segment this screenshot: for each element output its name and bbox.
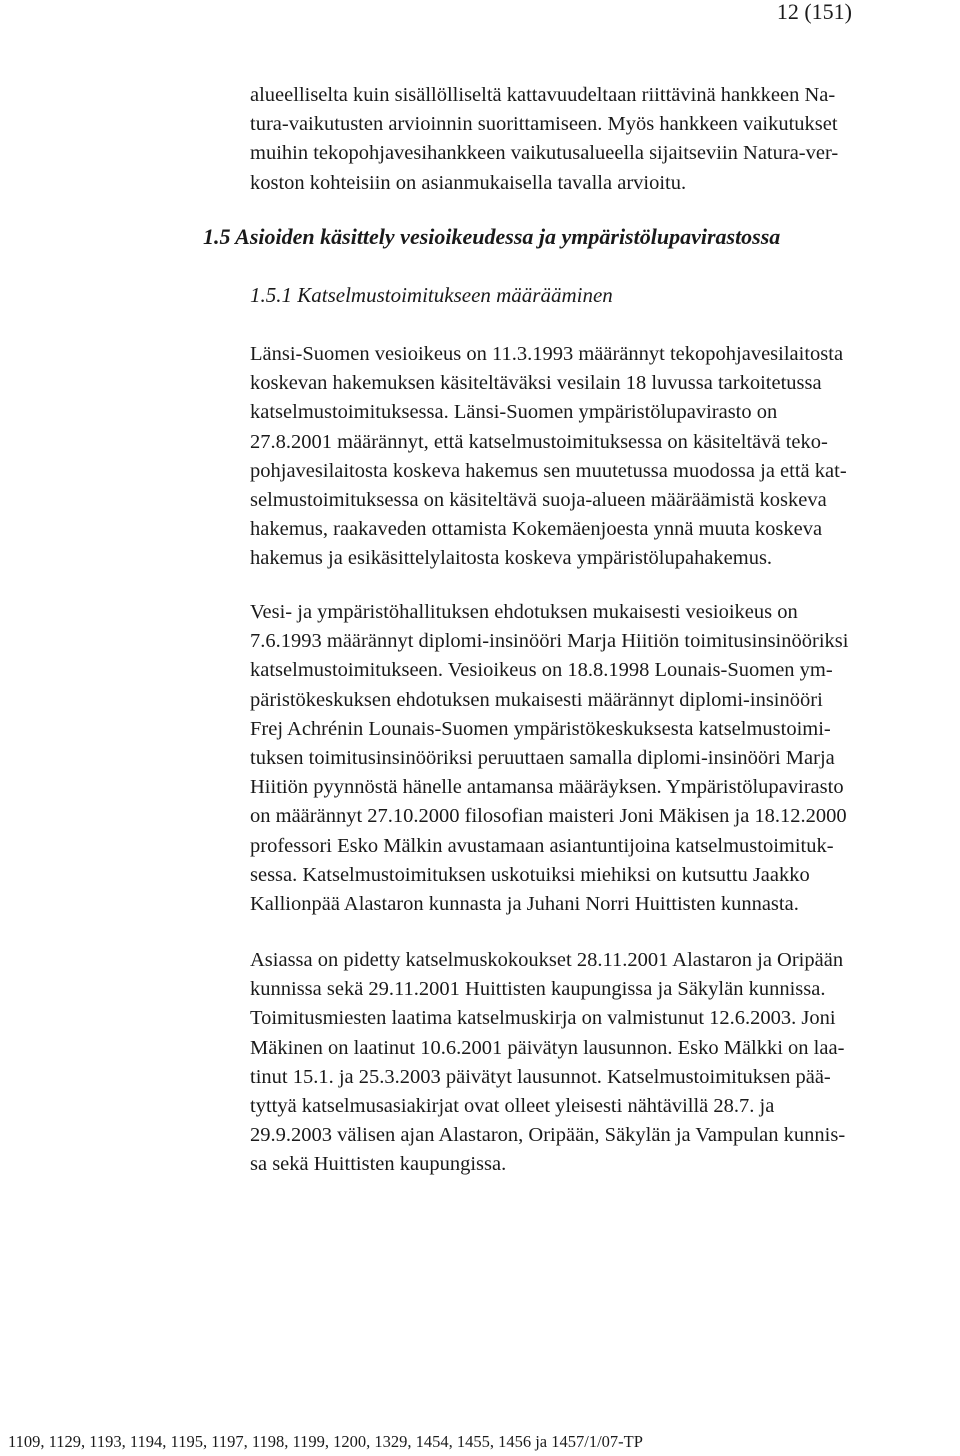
intro-paragraph [250,81,954,198]
text-line: alueelliselta kuin sisällölliseltä kattavuudeltaan riittävinä hankkeen Na- [250,84,836,106]
text-line: hakemus ja esikäsittelylaitosta koskeva ympäristölupahakemus. [250,547,773,570]
paragraph-meetings [250,946,954,1180]
text-line: Länsi-Suomen vesioikeus on 11.3.1993 määrännyt tekopohjavesilaitosta [250,343,844,365]
text-line: kunnissa sekä 29.11.2001 Huittisten kaupungissa ja Säkylän kunnissa. [250,978,826,1001]
text-line: tura-vaikutusten arvioinnin suorittamiseen. Myös hankkeen vaikutukset [250,113,838,136]
text-line: on määrännyt 27.10.2000 filosofian maisteri Joni Mäkisen ja 18.12.2000 [250,805,847,828]
page-number: 12 (151) [776,0,852,24]
text-line: 27.8.2001 määrännyt, että katselmustoimituksessa on käsiteltävä teko- [250,430,828,453]
text-line: muihin tekopohjavesihankkeen vaikutusalueella sijaitseviin Natura-ver- [250,142,839,165]
text-line: tyttyä katselmusasiakirjat ovat olleet yleisesti nähtävillä 28.7. ja [250,1095,775,1118]
text-line: Kallionpää Alastaron kunnasta ja Juhani Norri Huittisten kunnasta. [250,893,799,916]
text-line: päristökeskuksen ehdotuksen mukaisesti määrännyt diplomi-insinööri [250,688,823,711]
text-line: katselmustoimituksessa. Länsi-Suomen ympäristölupavirasto on [250,401,778,424]
text-line: pohjavesilaitosta koskeva hakemus sen muutetussa muodossa ja että kat- [250,459,847,482]
text-line: tinut 15.1. ja 25.3.2003 päivätyt lausunnot. Katselmustoimituksen pää- [250,1065,831,1088]
text-line: Asiassa on pidetty katselmuskokoukset 28.11.2001 Alastaron ja Oripään [250,949,844,971]
text-line: tuksen toimitusinsinööriksi peruuttaen samalla diplomi-insinööri Marja [250,747,835,770]
text-line: koston kohteisiin on asianmukaisella tavalla arvioitu. [250,171,687,194]
subsection-heading: 1.5.1 Katselmustoimitukseen määrääminen [250,283,613,307]
text-line: Frej Achrénin Lounais-Suomen ympäristökeskuksesta katselmustoimi- [250,717,831,740]
paragraph-officials [250,598,954,919]
text-line: Mäkinen on laatinut 10.6.2001 päivätyn lausunnon. Esko Mälkki on laa- [250,1036,845,1059]
text-line: Toimitusmiesten laatima katselmuskirja on valmistunut 12.6.2003. Joni [250,1007,836,1030]
text-line: sessa. Katselmustoimituksen uskotuiksi miehiksi on kutsuttu Jaakko [250,863,810,886]
text-line: hakemus, raakaveden ottamista Kokemäenjoesta ynnä muuta koskeva [250,518,823,541]
text-line: 29.9.2003 välisen ajan Alastaron, Oripään, Säkylän ja Vampulan kunnis- [250,1124,846,1147]
paragraph-appointment [250,340,954,574]
section-heading: 1.5 Asioiden käsittely vesioikeudessa ja ympäristölupavirastossa [203,224,781,249]
footer-reference: 1109, 1129, 1193, 1194, 1195, 1197, 1198, 1199, 1200, 1329, 1454, 1455, 1456 ja 1457/1/07-TP [8,1432,643,1451]
text-line: 7.6.1993 määrännyt diplomi-insinööri Marja Hiitiön toimitusinsinööriksi [250,630,849,653]
text-line: sa sekä Huittisten kaupungissa. [250,1153,507,1176]
text-line: professori Esko Mälkin avustamaan asiantuntijoina katselmustoimituk- [250,834,834,857]
text-line: Hiitiön pyynnöstä hänelle antamansa määräyksen. Ympäristölupavirasto [250,776,844,799]
text-line: Vesi- ja ympäristöhallituksen ehdotuksen mukaisesti vesioikeus on [250,601,798,623]
text-line: koskevan hakemuksen käsiteltäväksi vesilain 18 luvussa tarkoitetussa [250,372,822,395]
text-line: katselmustoimitukseen. Vesioikeus on 18.8.1998 Lounais-Suomen ym- [250,659,833,682]
text-line: selmustoimituksessa on käsiteltävä suoja-alueen määräämistä koskeva [250,489,827,512]
